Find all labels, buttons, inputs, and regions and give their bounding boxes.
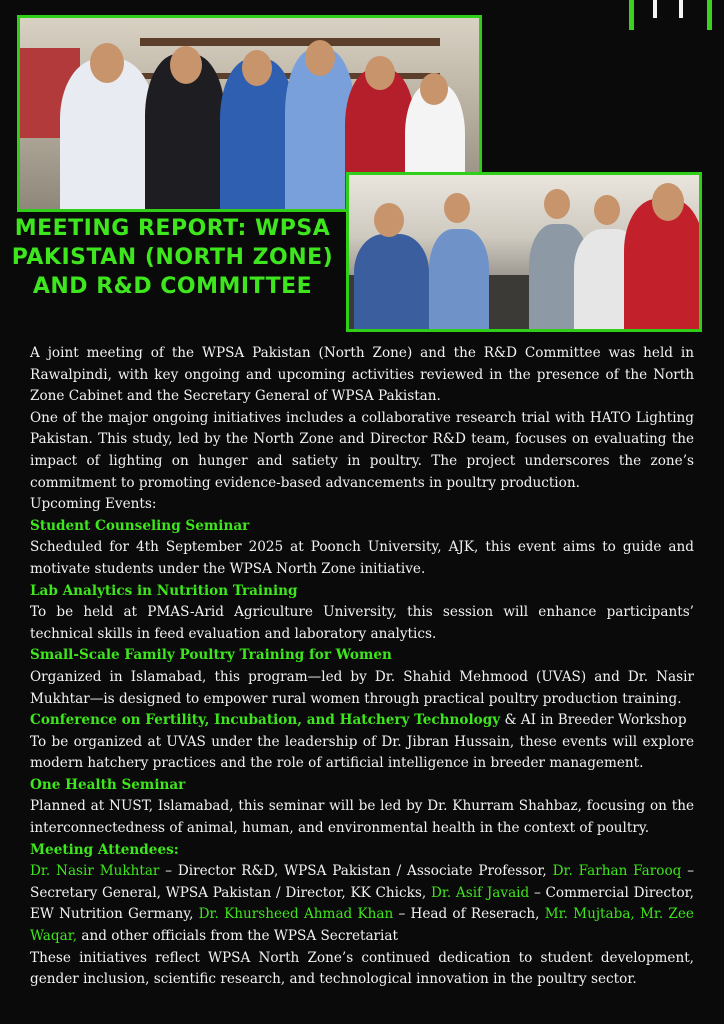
- event-description: Organized in Islamabad, this program—led by Dr. Shahid Mehmood (UVAS) and Dr. Nasir Mukhtar—is designed to empower rural women through practical poultry production training.: [30, 668, 694, 707]
- attendee-name: Dr. Nasir Mukhtar: [30, 863, 160, 880]
- event-title: One Health Seminar: [30, 776, 186, 793]
- attendee-name: Mr. Mujtaba, Mr. Zee Waqar,: [30, 906, 694, 945]
- upcoming-label: Upcoming Events:: [30, 496, 157, 513]
- attendee-role: – Secretary General, WPSA Pakistan / Director, KK Chicks,: [30, 863, 694, 901]
- initiative-paragraph: One of the major ongoing initiatives includes a collaborative research trial with HATO Lighting Pakistan. This study, led by the North Zone and Director R&D team, focuses on evaluating the impact of lighting on hunger and satiety in poultry. The project underscores the zone’s commitment to promoting evidence-based advancements in poultry production.: [30, 409, 694, 491]
- event-title: Lab Analytics in Nutrition Training: [30, 582, 298, 599]
- event-description: Planned at NUST, Islamabad, this seminar will be led by Dr. Khurram Shahbaz, focusing on the interconnectedness of animal, human, and environmental health in the context of poultry.: [30, 798, 694, 837]
- event-title: Student Counseling Seminar: [30, 517, 250, 534]
- event-title-suffix: & AI in Breeder Workshop: [500, 712, 687, 729]
- intro-paragraph: A joint meeting of the WPSA Pakistan (North Zone) and the R&D Committee was held in Rawalpindi, with key ongoing and upcoming activities reviewed in the presence of the North Zone Cabinet and the Secretary General of WPSA Pakistan.: [30, 345, 694, 405]
- attendee-role: and other officials from the WPSA Secretariat: [77, 928, 398, 945]
- event-description: To be held at PMAS-Arid Agriculture University, this session will enhance participants’ technical skills in feed evaluation and laboratory analytics.: [30, 604, 694, 642]
- meeting-table-photo: [346, 172, 702, 332]
- attendee-name: Dr. Asif Javaid: [430, 884, 530, 901]
- attendees-list: [30, 861, 694, 947]
- event-title: Small-Scale Family Poultry Training for Women: [30, 647, 392, 664]
- event-title: Conference on Fertility, Incubation, and Hatchery Technology: [30, 712, 501, 729]
- report-body: [30, 343, 694, 991]
- attendee-role: – Commercial Director, EW Nutrition Germany,: [30, 884, 694, 923]
- event-description: Scheduled for 4th September 2025 at Poonch University, AJK, this event aims to guide and motivate students under the WPSA North Zone initiative.: [30, 539, 694, 577]
- decor-bar: [679, 0, 683, 18]
- attendees-label: Meeting Attendees:: [30, 841, 179, 858]
- attendee-name: Dr. Khursheed Ahmad Khan: [198, 906, 394, 923]
- event-title-line: [30, 710, 694, 732]
- attendee-role: – Head of Reserach,: [393, 906, 545, 923]
- closing-paragraph: These initiatives reflect WPSA North Zone’s continued dedication to student development, gender inclusion, scientific research, and technological innovation in the poultry sector.: [30, 949, 694, 988]
- decor-bar: [707, 0, 712, 30]
- page-title: MEETING REPORT: WPSA PAKISTAN (NORTH ZONE) AND R&D COMMITTEE: [11, 216, 334, 299]
- attendee-name: Dr. Farhan Farooq: [552, 863, 682, 880]
- event-description: To be organized at UVAS under the leadership of Dr. Jibran Hussain, these events will explore modern hatchery practices and the role of artificial intelligence in breeder management.: [30, 733, 694, 772]
- decor-bar: [629, 0, 634, 30]
- attendee-role: – Director R&D, WPSA Pakistan / Associate Professor,: [159, 863, 553, 880]
- decor-bar: [653, 0, 657, 18]
